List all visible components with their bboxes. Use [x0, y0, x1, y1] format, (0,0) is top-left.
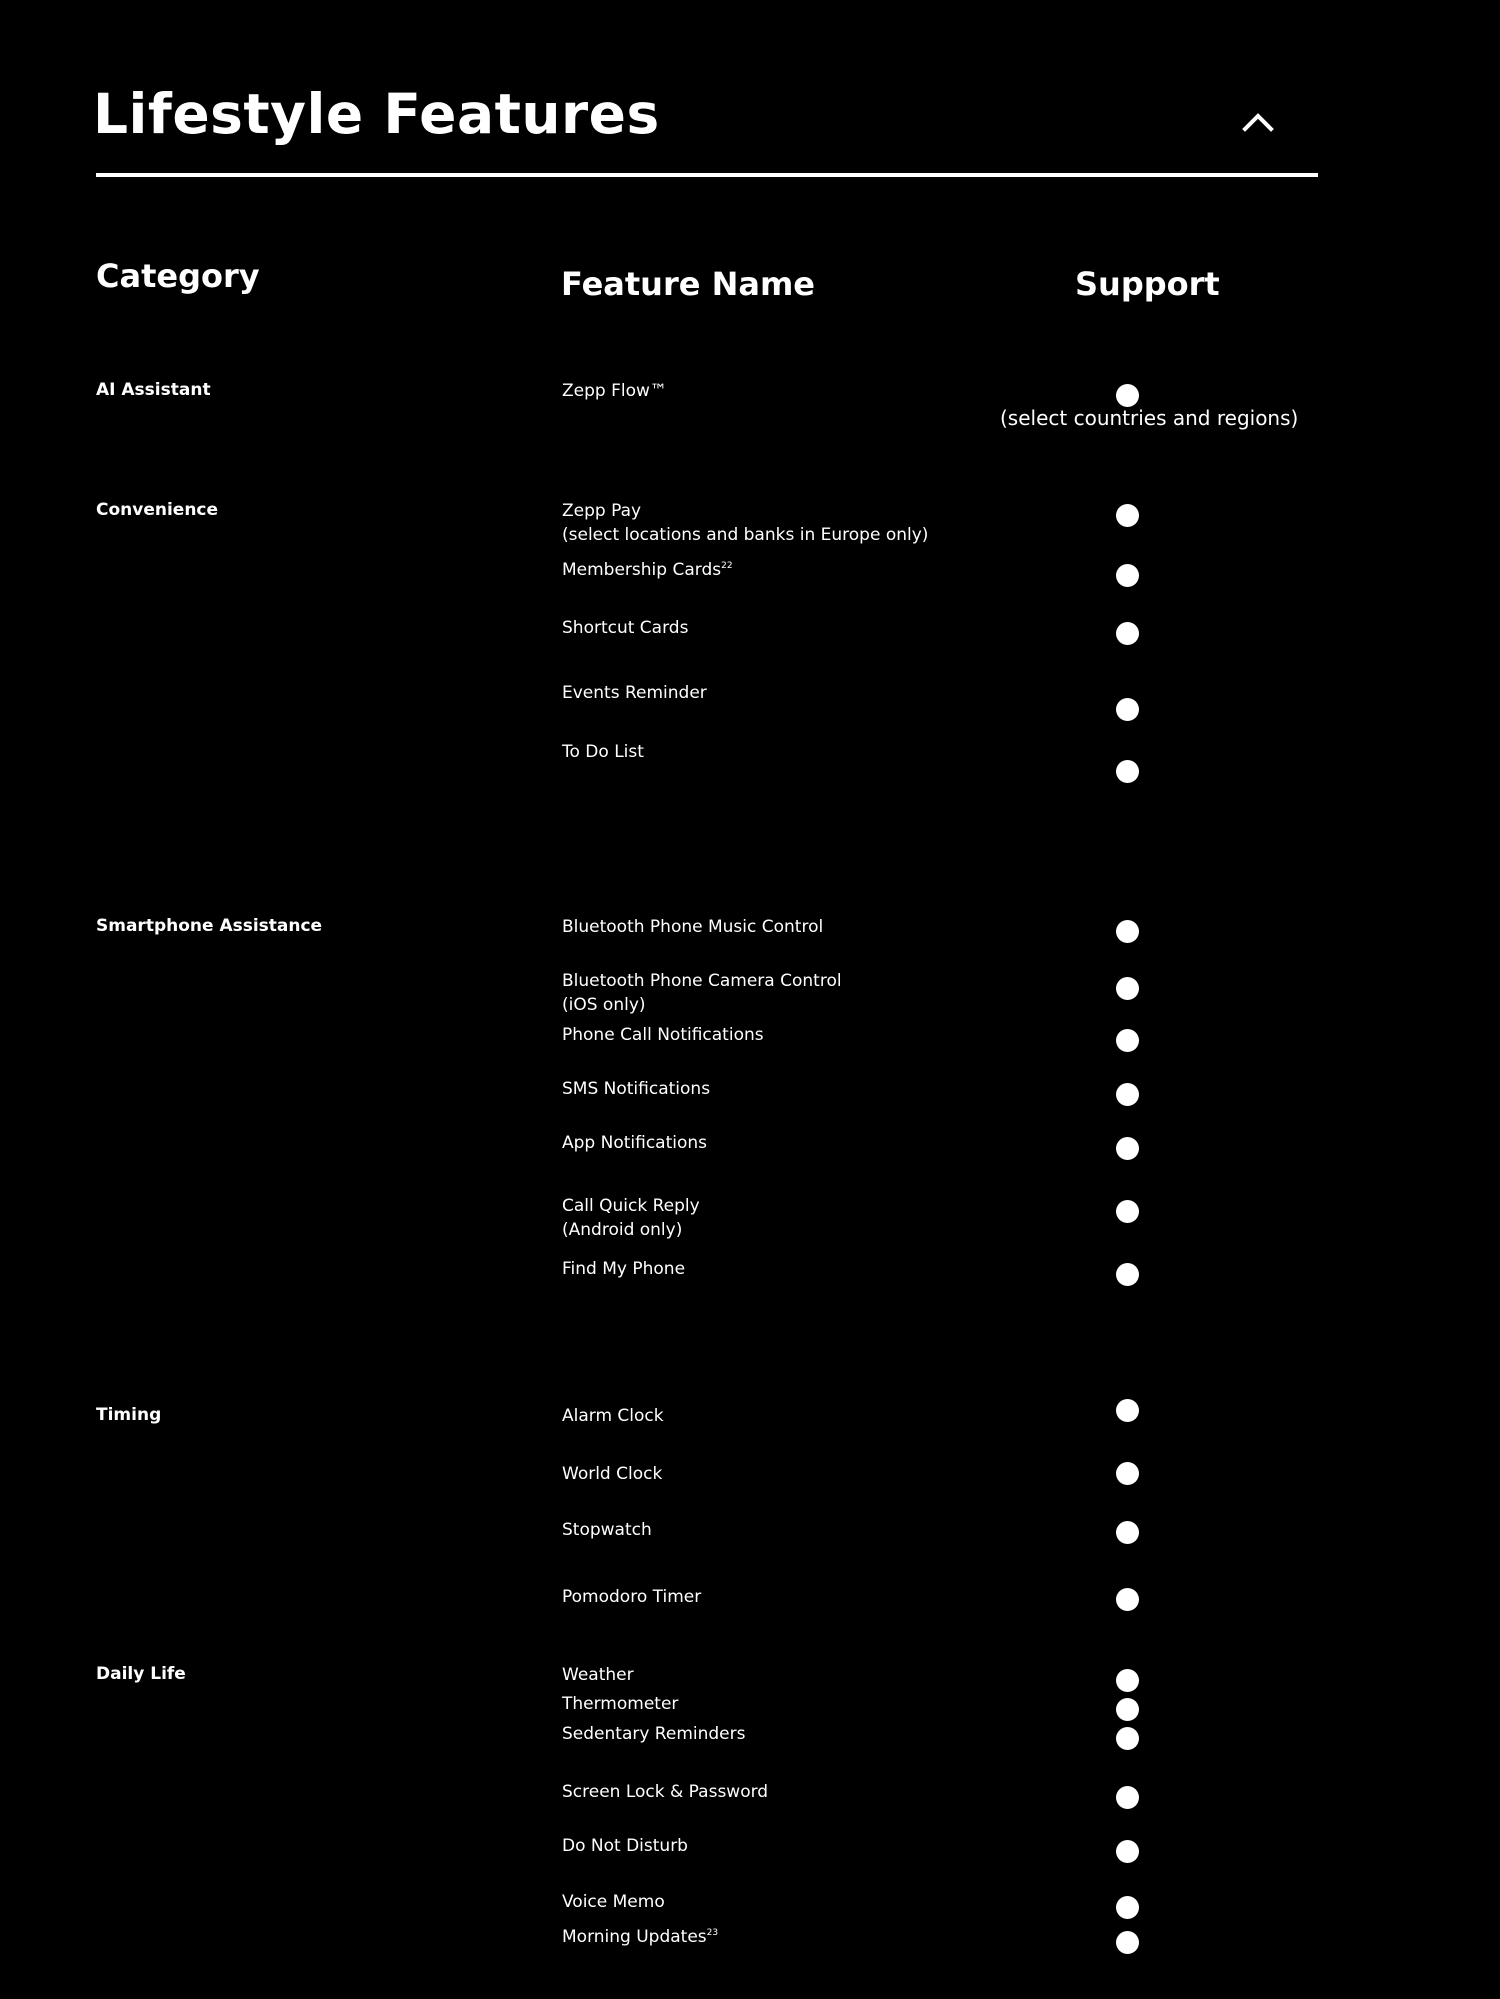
support-dot-icon: [1116, 384, 1139, 407]
support-dot-icon: [1116, 1029, 1139, 1052]
section-title: Lifestyle Features: [93, 82, 660, 146]
feature-name: Screen Lock & Password: [562, 1782, 769, 1802]
feature-row: [562, 379, 667, 403]
support-dot-icon: [1116, 564, 1139, 587]
feature-row: [562, 1194, 700, 1242]
feature-name: Call Quick Reply: [562, 1196, 700, 1216]
feature-row: [562, 616, 688, 640]
category-ai-assistant: AI Assistant: [96, 380, 211, 400]
feature-name: Bluetooth Phone Camera Control: [562, 971, 842, 991]
support-note: (select countries and regions): [1000, 406, 1299, 430]
feature-name: Events Reminder: [562, 683, 707, 703]
support-dot-icon: [1116, 1727, 1139, 1750]
chevron-up-icon: [1232, 96, 1284, 148]
feature-row: [562, 681, 707, 705]
feature-note: (select locations and banks in Europe only): [562, 525, 929, 545]
support-dot-icon: [1116, 622, 1139, 645]
feature-row: [562, 969, 842, 1017]
footnote-marker: 22: [721, 561, 733, 571]
feature-name: Thermometer: [562, 1694, 679, 1714]
feature-row: [562, 1257, 685, 1281]
feature-name: Phone Call Notifications: [562, 1025, 764, 1045]
category-convenience: Convenience: [96, 500, 219, 520]
support-dot-icon: [1116, 1786, 1139, 1809]
feature-row: [562, 558, 733, 582]
feature-row: [562, 1131, 707, 1155]
support-dot-icon: [1116, 1896, 1139, 1919]
support-dot-icon: [1116, 760, 1139, 783]
footnote-marker: 23: [706, 1928, 719, 1938]
feature-name: Pomodoro Timer: [562, 1587, 702, 1607]
feature-name: Zepp Pay: [562, 501, 642, 521]
feature-row: [562, 1023, 764, 1047]
feature-name: Do Not Disturb: [562, 1836, 688, 1856]
feature-name: Zepp Flow™: [562, 381, 667, 401]
feature-row: [562, 1077, 710, 1101]
header-category: Category: [96, 257, 260, 295]
section-divider: [96, 173, 1318, 177]
feature-row: [562, 1518, 652, 1542]
feature-row: [562, 915, 823, 939]
feature-row: [562, 1925, 718, 1949]
support-dot-icon: [1116, 920, 1139, 943]
support-dot-icon: [1116, 1840, 1139, 1863]
feature-note: (iOS only): [562, 995, 646, 1015]
category-daily-life: Daily Life: [96, 1664, 186, 1684]
feature-name: Membership Cards: [562, 560, 722, 580]
support-dot-icon: [1116, 1399, 1139, 1422]
feature-row: [562, 1585, 701, 1609]
feature-name: Weather: [562, 1665, 634, 1685]
feature-name: Sedentary Reminders: [562, 1724, 746, 1744]
support-dot-icon: [1116, 1698, 1139, 1721]
support-dot-icon: [1116, 1588, 1139, 1611]
feature-name: Bluetooth Phone Music Control: [562, 917, 824, 937]
feature-name: To Do List: [562, 742, 644, 762]
category-smartphone-assistance: Smartphone Assistance: [96, 916, 323, 936]
feature-row: [562, 1462, 662, 1486]
category-timing: Timing: [96, 1405, 162, 1425]
feature-name: SMS Notifications: [562, 1079, 711, 1099]
feature-row: [562, 1834, 688, 1858]
feature-name: Voice Memo: [562, 1892, 665, 1912]
feature-row: [562, 1692, 678, 1716]
feature-name: Stopwatch: [562, 1520, 652, 1540]
support-dot-icon: [1116, 1462, 1139, 1485]
feature-name: App Notifications: [562, 1133, 708, 1153]
support-dot-icon: [1116, 977, 1139, 1000]
feature-name: Shortcut Cards: [562, 618, 689, 638]
feature-name: Find My Phone: [562, 1259, 686, 1279]
feature-row: [562, 1780, 768, 1804]
feature-row: [562, 499, 928, 547]
feature-row: [562, 1890, 665, 1914]
support-dot-icon: [1116, 1200, 1139, 1223]
support-dot-icon: [1116, 1263, 1139, 1286]
support-dot-icon: [1116, 504, 1139, 527]
support-dot-icon: [1116, 1083, 1139, 1106]
support-dot-icon: [1116, 1137, 1139, 1160]
support-dot-icon: [1116, 1931, 1139, 1954]
header-support: Support: [1075, 265, 1220, 303]
header-feature-name: Feature Name: [561, 265, 815, 303]
support-dot-icon: [1116, 1521, 1139, 1544]
feature-name: Morning Updates: [562, 1927, 707, 1947]
feature-name: World Clock: [562, 1464, 663, 1484]
feature-row: [562, 1722, 745, 1746]
feature-name: Alarm Clock: [562, 1406, 664, 1426]
feature-note: (Android only): [562, 1220, 683, 1240]
support-dot-icon: [1116, 698, 1139, 721]
support-dot-icon: [1116, 1669, 1139, 1692]
feature-row: [562, 1663, 634, 1687]
feature-row: [562, 740, 644, 764]
collapse-button[interactable]: [1232, 96, 1284, 148]
feature-row: [562, 1404, 664, 1428]
